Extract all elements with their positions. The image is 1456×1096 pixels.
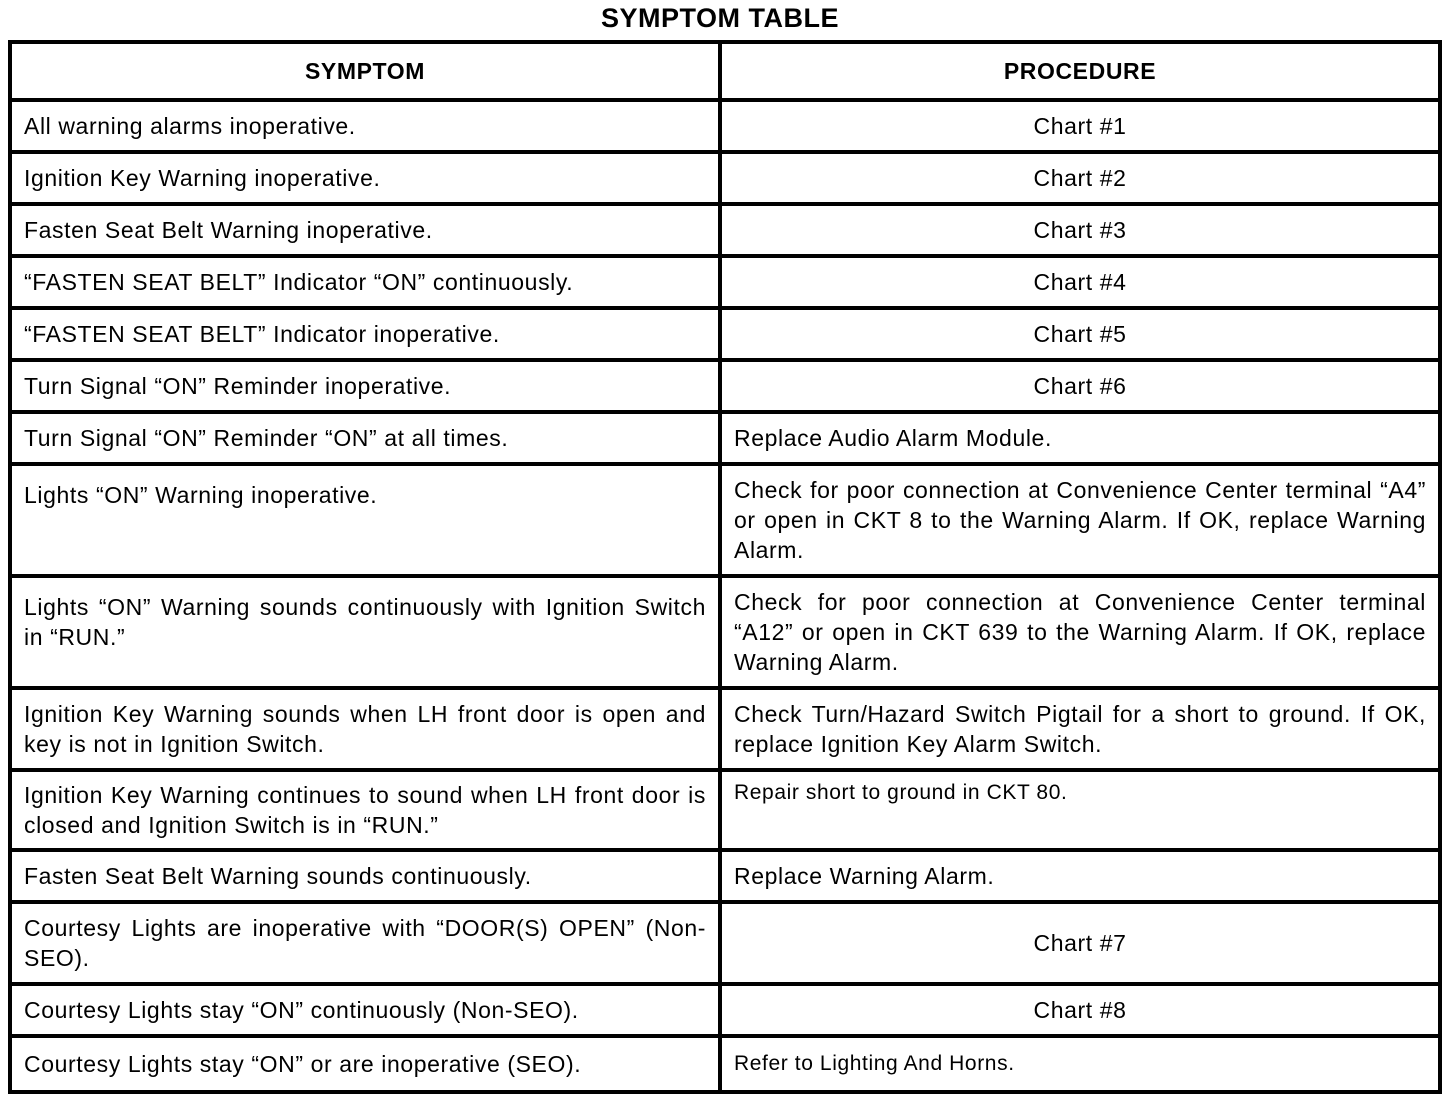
procedure-cell: Check for poor connection at Convenience Center terminal “A12” or open in CKT 639 to the Warning Alarm. If OK, replace Warning Alarm. [720,576,1440,688]
symptom-cell: Ignition Key Warning inoperative. [10,152,720,204]
procedure-column-header: PROCEDURE [720,42,1440,100]
table-row [10,412,1440,464]
symptom-cell: Turn Signal “ON” Reminder inoperative. [10,360,720,412]
procedure-cell: Refer to Lighting And Horns. [720,1036,1440,1092]
symptom-cell: Ignition Key Warning continues to sound when LH front door is closed and Ignition Switch is in “RUN.” [10,770,720,850]
symptom-cell: Lights “ON” Warning inoperative. [10,464,720,576]
symptom-cell: Fasten Seat Belt Warning inoperative. [10,204,720,256]
table-row [10,464,1440,576]
procedure-cell: Check for poor connection at Convenience Center terminal “A4” or open in CKT 8 to the Warning Alarm. If OK, replace Warning Alarm. [720,464,1440,576]
table-row [10,850,1440,902]
symptom-cell: “FASTEN SEAT BELT” Indicator inoperative. [10,308,720,360]
symptom-cell: All warning alarms inoperative. [10,100,720,152]
procedure-cell: Chart #1 [720,100,1440,152]
procedure-cell: Chart #6 [720,360,1440,412]
procedure-cell: Chart #5 [720,308,1440,360]
symptom-cell: Courtesy Lights are inoperative with “DOOR(S) OPEN” (Non-SEO). [10,902,720,984]
table-row [10,152,1440,204]
symptom-cell: Ignition Key Warning sounds when LH front door is open and key is not in Ignition Switch. [10,688,720,770]
table-row [10,360,1440,412]
symptom-column-header: SYMPTOM [10,42,720,100]
procedure-cell: Chart #7 [720,902,1440,984]
page-title: SYMPTOM TABLE [600,3,839,33]
table-row [10,576,1440,688]
procedure-cell: Replace Audio Alarm Module. [720,412,1440,464]
table-row [10,770,1440,850]
procedure-cell: Repair short to ground in CKT 80. [720,770,1440,850]
procedure-cell: Replace Warning Alarm. [720,850,1440,902]
symptom-cell: Courtesy Lights stay “ON” continuously (Non-SEO). [10,984,720,1036]
symptom-cell: Fasten Seat Belt Warning sounds continuously. [10,850,720,902]
procedure-cell: Check Turn/Hazard Switch Pigtail for a short to ground. If OK, replace Ignition Key Alarm Switch. [720,688,1440,770]
table-row [10,984,1440,1036]
symptom-cell: Lights “ON” Warning sounds continuously with Ignition Switch in “RUN.” [10,576,720,688]
procedure-cell: Chart #3 [720,204,1440,256]
table-row [10,204,1440,256]
procedure-cell: Chart #2 [720,152,1440,204]
symptom-cell: Courtesy Lights stay “ON” or are inoperative (SEO). [10,1036,720,1092]
symptom-cell: Turn Signal “ON” Reminder “ON” at all times. [10,412,720,464]
table-row [10,902,1440,984]
table-row [10,256,1440,308]
procedure-cell: Chart #8 [720,984,1440,1036]
symptom-cell: “FASTEN SEAT BELT” Indicator “ON” continuously. [10,256,720,308]
table-header-row [10,42,1440,100]
table-row [10,1036,1440,1092]
symptom-table [8,40,1442,1094]
table-row [10,308,1440,360]
table-row [10,688,1440,770]
procedure-cell: Chart #4 [720,256,1440,308]
table-row [10,100,1440,152]
